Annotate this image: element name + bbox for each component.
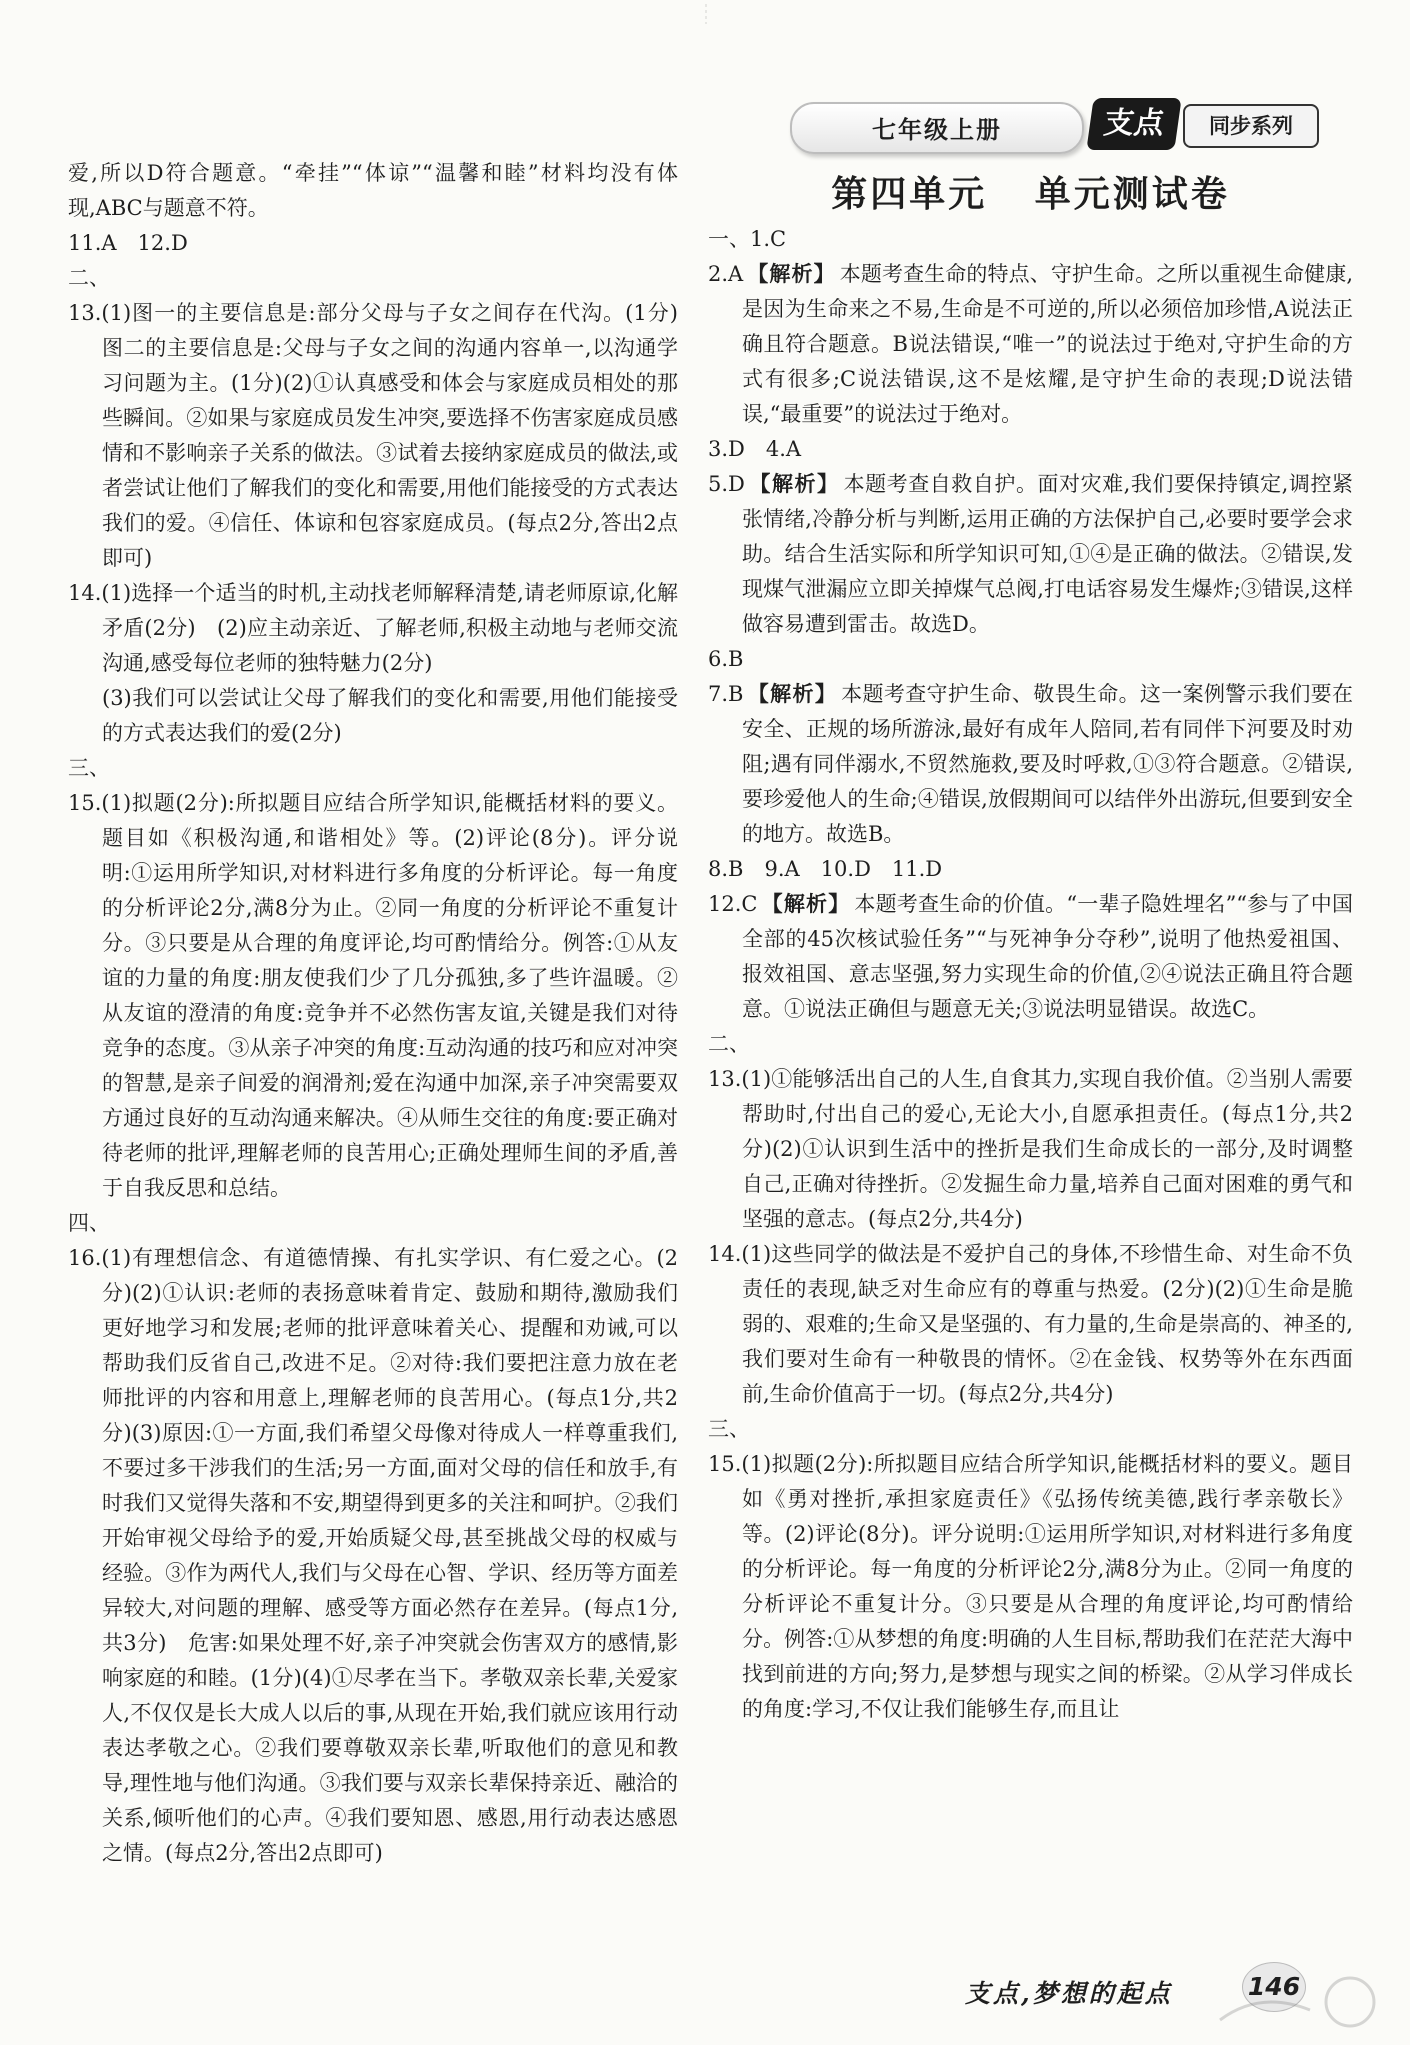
answer-2-text: 本题考查生命的特点、守护生命。之所以重视生命健康,是因为生命来之不易,生命是不可逆的,所以必须倍加珍惜,A说法正确且符合题意。B说法错误,“唯一”的说法过于绝对,守护生命的方式有很多;C说法错误,这不是炫耀,是守护生命的表现;D说法错误,“最重要”的说法过于绝对。 xyxy=(742,262,1353,426)
right-column xyxy=(708,222,1353,1727)
analysis-tag: 【解析】 xyxy=(761,892,851,916)
answer-2-choice: 2.A xyxy=(708,262,744,286)
answer-5-text: 本题考查自救自护。面对灾难,我们要保持镇定,调控紧张情绪,冷静分析与判断,运用正确的方法保护自己,必要时要学会求助。结合生活实际和所学知识可知,①④是正确的做法。②错误,发现煤气泄漏应立即关掉煤气总阀,打电话容易发生爆炸;③错误,这样做容易遭到雷击。故选D。 xyxy=(742,472,1353,636)
answer-1: 一、1.C xyxy=(708,227,787,251)
series-badge: 同步系列 xyxy=(1183,104,1319,148)
answer-7-text: 本题考查守护生命、敬畏生命。这一案例警示我们要在安全、正规的场所游泳,最好有成年人陪同,若有同伴下河要及时劝阻;遇有同伴溺水,不贸然施救,要及时呼救,①③符合题意。②错误,要珍爱他人的生命;④错误,放假期间可以结伴外出游玩,但要到安全的地方。故选B。 xyxy=(742,682,1353,846)
section-heading-4: 四、 xyxy=(68,1211,110,1235)
section-heading-2: 二、 xyxy=(68,266,110,290)
answer-14: 14.(1)这些同学的做法是不爱护自己的身体,不珍惜生命、对生命不负责任的表现,缺乏对生命应有的尊重与热爱。(2分)(2)①生命是脆弱的、艰难的;生命又是坚强的、有力量的,生命是崇高的、神圣的,我们要对生命有一种敬畏的情怀。②在金钱、权势等外在东西面前,生命价值高于一切。(每点2分,共4分) xyxy=(708,1242,1353,1406)
section-heading-3: 三、 xyxy=(708,1417,750,1441)
section-heading-2: 二、 xyxy=(708,1032,750,1056)
answer-8-11: 8.B 9.A 10.D 11.D xyxy=(708,857,943,881)
page-header xyxy=(790,98,1360,154)
answer-12-text: 本题考查生命的价值。“一辈子隐姓埋名”“参与了中国全部的45次核试验任务”“与死神争分夺秒”,说明了他热爱祖国、报效祖国、意志坚强,努力实现生命的价值,②④说法正确且符合题意。①说法正确但与题意无关;③说法明显错误。故选C。 xyxy=(742,892,1353,1021)
unit-title xyxy=(708,166,1353,217)
answer-11-12: 11.A 12.D xyxy=(68,231,188,255)
answer-12-choice: 12.C xyxy=(708,892,758,916)
answer-12 xyxy=(708,887,1353,1027)
grade-banner xyxy=(790,102,1084,154)
binding-mark-icon xyxy=(700,4,712,24)
page-number: 146 xyxy=(1242,1962,1306,2012)
answer-continued: 爱,所以D符合题意。“牵挂”“体谅”“温馨和睦”材料均没有体现,ABC与题意不符。 xyxy=(68,161,678,220)
answer-2 xyxy=(708,257,1353,432)
answer-7 xyxy=(708,677,1353,852)
analysis-tag: 【解析】 xyxy=(747,682,838,706)
unit-title-part1: 第四单元 xyxy=(831,174,988,215)
answer-14-part1: 14.(1)选择一个适当的时机,主动找老师解释清楚,请老师原谅,化解矛盾(2分) (2)应主动亲近、了解老师,积极主动地与老师交流沟通,感受每位老师的独特魅力(2分) xyxy=(68,581,678,675)
left-column xyxy=(68,156,699,1871)
answer-6: 6.B xyxy=(708,647,744,671)
answer-5-choice: 5.D xyxy=(708,472,745,496)
grade-label: 七年级上册 xyxy=(872,116,1002,144)
unit-title-part2: 单元测试卷 xyxy=(1034,174,1230,215)
answer-13: 13.(1)①能够活出自己的人生,自食其力,实现自我价值。②当别人需要帮助时,付出自己的爱心,无论大小,自愿承担责任。(每点1分,共2分)(2)①认识到生活中的挫折是我们生命成长的一部分,及时调整自己,正确对待挫折。②发掘生命力量,培养自己面对困难的勇气和坚强的意志。(每点2分,共4分) xyxy=(708,1067,1353,1231)
answer-13: 13.(1)图一的主要信息是:部分父母与子女之间存在代沟。(1分) 图二的主要信息是:父母与子女之间的沟通内容单一,以沟通学习问题为主。(1分)(2)①认真感受和体会与家庭成员相处的那些瞬间。②如果与家庭成员发生冲突,要选择不伤害家庭成员感情和不影响亲子关系的做法。③试着去接纳家庭成员的做法,或者尝试让他们了解我们的变化和需要,用他们能接受的方式表达我们的爱。④信任、体谅和包容家庭成员。(每点2分,答出2点即可) xyxy=(68,301,699,570)
footer-slogan: 支点,梦想的起点 xyxy=(965,1979,1173,2008)
analysis-tag: 【解析】 xyxy=(747,262,836,286)
answer-15: 15.(1)拟题(2分):所拟题目应结合所学知识,能概括材料的要义。题目如《勇对挫折,承担家庭责任》《弘扬传统美德,践行孝亲敬长》等。(2)评论(8分)。评分说明:①运用所学知识,对材料进行多角度的分析评论。每一角度的分析评论2分,满8分为止。②同一角度的分析评论不重复计分。③只要是从合理的角度评论,均可酌情给分。例答:①从梦想的角度:明确的人生目标,帮助我们在茫茫大海中找到前进的方向;努力,是梦想与现实之间的桥梁。②从学习伴成长的角度:学习,不仅让我们能够生存,而且让 xyxy=(708,1452,1353,1721)
answer-15: 15.(1)拟题(2分):所拟题目应结合所学知识,能概括材料的要义。题目如《积极沟通,和谐相处》等。(2)评论(8分)。评分说明:①运用所学知识,对材料进行多角度的分析评论。每一角度的分析评论2分,满8分为止。②同一角度的分析评论不重复计分。③只要是从合理的角度评论,均可酌情给分。例答:①从友谊的力量的角度:朋友使我们少了几分孤独,多了些许温暖。②从友谊的澄清的角度:竞争并不必然伤害友谊,关键是我们对待竞争的态度。③从亲子冲突的角度:互动沟通的技巧和应对冲突的智慧,是亲子间爱的润滑剂;爱在沟通中加深,亲子冲突需要双方通过良好的互动沟通来解决。④从师生交往的角度:要正确对待老师的批评,理解老师的良苦用心;正确处理师生间的矛盾,善于自我反思和总结。 xyxy=(68,791,678,1200)
section-heading-3: 三、 xyxy=(68,756,110,780)
answer-7-choice: 7.B xyxy=(708,682,744,706)
brand-logo: 支点 xyxy=(1086,98,1181,150)
answer-14-part2: (3)我们可以尝试让父母了解我们的变化和需要,用他们能接受的方式表达我们的爱(2分) xyxy=(102,686,678,745)
analysis-tag: 【解析】 xyxy=(748,472,840,496)
answer-16: 16.(1)有理想信念、有道德情操、有扎实学识、有仁爱之心。(2分)(2)①认识:老师的表扬意味着肯定、鼓励和期待,激励我们更好地学习和发展;老师的批评意味着关心、提醒和劝诫,可以帮助我们反省自己,改进不足。②对待:我们要把注意力放在老师批评的内容和用意上,理解老师的良苦用心。(每点1分,共2分)(3)原因:①一方面,我们希望父母像对待成人一样尊重我们,不要过多干涉我们的生活;另一方面,面对父母的信任和放手,有时我们又觉得失落和不安,期望得到更多的关注和呵护。②我们开始审视父母给予的爱,开始质疑父母,甚至挑战父母的权威与经验。③作为两代人,我们与父母在心智、学识、经历等方面差异较大,对问题的理解、感受等方面必然存在差异。(每点1分,共3分) 危害:如果处理不好,亲子冲突就会伤害双方的感情,影响家庭的和睦。(1分)(4)①尽孝在当下。孝敬双亲长辈,关爱家人,不仅仅是长大成人以后的事,从现在开始,我们就应该用行动表达孝敬之心。②我们要尊敬双亲长辈,听取他们的意见和教导,理性地与他们沟通。③我们要与双亲长辈保持亲近、融洽的关系,倾听他们的心声。④我们要知恩、感恩,用行动表达感恩之情。(每点2分,答出2点即可) xyxy=(68,1246,678,1865)
watermark-icon xyxy=(1200,1970,1400,2040)
answer-5 xyxy=(708,467,1353,642)
answer-3-4: 3.D 4.A xyxy=(708,437,802,461)
